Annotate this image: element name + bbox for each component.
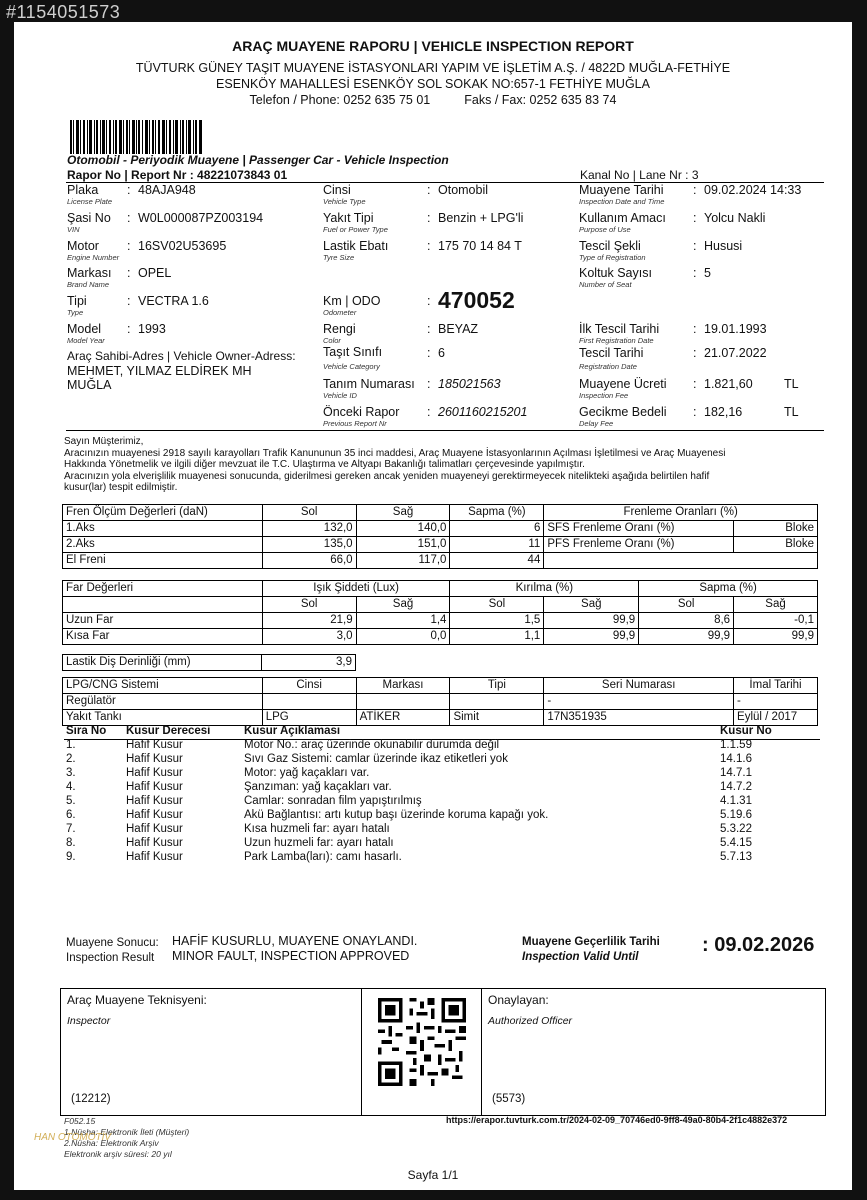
cell: 117,0: [356, 553, 450, 569]
inspector-box: [61, 989, 361, 1115]
notice-line: Aracınızın muayenesi 2918 sayılı karayolları Trafik Kanununun 35 inci maddesi, Araç Muayene İstasyonlarının Açılması İşletilmesi ve Araç Muayenesi: [64, 447, 726, 459]
headlight-table: [62, 580, 818, 645]
fault-header-row: [64, 725, 824, 739]
phone: Telefon / Phone: 0252 635 75 01: [249, 93, 431, 107]
tread-label: Lastik Diş Derinliği (mm): [63, 655, 262, 671]
page-number: Sayfa 1/1: [407, 1168, 459, 1182]
axle-name: 1.Aks: [63, 521, 263, 537]
inspection-date-value: 09.02.2024 14:33: [704, 183, 802, 197]
result-label-en: Inspection Result: [66, 952, 155, 964]
report-number: [67, 168, 287, 182]
cell: Eylül / 2017: [734, 710, 818, 726]
result-label: [66, 936, 159, 966]
cell: 99,9: [639, 629, 734, 645]
lane-label: Kanal No | Lane Nr: [580, 168, 682, 182]
fault-row: 1. Hafif Kusur Motor No.: araç üzerinde okunabilir durumda değil 1.1.59: [66, 739, 752, 751]
previous-report-sublabel: Previous Report Nr: [323, 419, 387, 428]
kind-label: Cinsi: [323, 183, 351, 197]
vin-sublabel: VIN: [67, 225, 80, 234]
previous-report-label: Önceki Rapor: [323, 405, 400, 419]
column-header: Sol: [262, 505, 356, 521]
ratio-value: Bloke: [734, 521, 818, 537]
fault-row: 4. Hafif Kusur Şanzıman: yağ kaçakları var. 14.7.2: [66, 781, 752, 793]
notice-greeting: Sayın Müşterimiz,: [64, 436, 144, 447]
valid-until-label: [522, 935, 660, 965]
cell: 135,0: [262, 537, 356, 553]
table-row: [63, 629, 818, 645]
vehicle-id-value: 185021563: [438, 377, 501, 391]
cell: Simit: [450, 710, 544, 726]
inspector-id: (12212): [71, 1093, 111, 1105]
column-header: Kusur Derecesi: [126, 725, 211, 737]
notice-line: kusur(lar) tespit edilmiştir.: [64, 482, 178, 494]
brand-value: OPEL: [138, 266, 172, 280]
registration-type-label: Tescil Şekli: [579, 239, 641, 253]
column-header: Sapma (%): [450, 505, 544, 521]
cell: LPG: [262, 710, 356, 726]
table-header-row: [63, 678, 818, 694]
tread-value: 3,9: [262, 655, 356, 671]
column-header: Sıra No: [66, 725, 107, 737]
odometer-sublabel: Odometer: [323, 308, 357, 317]
type-value: VECTRA 1.6: [138, 294, 209, 308]
fee-unit: TL: [784, 377, 799, 391]
cell: 151,0: [356, 537, 450, 553]
fuel-value: Benzin + LPG'li: [438, 211, 524, 225]
table-header-row: [63, 581, 818, 597]
cell: [356, 694, 450, 710]
cell: [544, 553, 818, 569]
company-line1: TÜVTURK GÜNEY TAŞIT MUAYENE İSTASYONLARI YAPIM VE İŞLETİM A.Ş. / 4822D MUĞLA-FETHİYE: [135, 61, 731, 75]
column-header: Seri Numarası: [544, 678, 734, 694]
form-code: F052.15: [64, 1116, 96, 1126]
type-sublabel: Type: [67, 308, 84, 317]
report-label: Rapor No | Report Nr :: [67, 168, 194, 182]
first-registration-label: İlk Tescil Tarihi: [579, 322, 660, 336]
registration-date-label: Tescil Tarihi: [579, 346, 644, 360]
category-label: Taşıt Sınıfı: [323, 345, 383, 359]
report-page: ARAÇ MUAYENE RAPORU | VEHICLE INSPECTION REPORT TÜVTURK GÜNEY TAŞIT MUAYENE İSTASYONLARI YAPIM VE İŞLETİM A.Ş. / 4822D MUĞLA-FETHİYE ESENKÖY MAHALLESİ ESENKÖY SOL SOKAK NO:657-1 FETHİYE MUĞLA Telefon / Phone: 0252 635 75 01 Faks / Fax: 0252 635 83 74 Otomobil - Periyodik Muayene | Passenger Car - Vehicle Inspection Rapor No | Report Nr : 48221073843 01 Kanal No | Lane Nr : 3 Plaka License Plate : 48AJA948 Şasi No VIN : W0L000087PZ003194 Motor Engine Number : 16SV02U53695 Markası Brand Name : OPEL Tipi Type : VECTRA 1.6 Model Model Year : 1993 Araç Sahibi-Adres | Vehicle Owner-Adress: MEHMET, YILMAZ ELDİREK MH MUĞLA Cinsi Vehicle Type : Otomobil Yakıt Tipi Fuel or Power Type : Benzin + LPG'li Lastik Ebatı Tyre Size : 175 70 14 84 T Km | ODO Odometer : 470052 Rengi Color : BEYAZ Taşıt Sınıfı Vehicle Category : 6 Tanım Numarası Vehicle ID : 185021563 Önceki Rapor Previous Report Nr : 2601160215201 Muayene Tarihi Inspection Date and Time : 09.02.2024 14:33 Kullanım Amacı Purpose of Use : Yolcu Nakli Tescil Şekli Type of Registration : Hususi Koltuk Sayısı Number of Seat : 5 İlk Tescil Tarihi First Registration Date : 19.01.1993 Tescil Tarihi Registration Date : 21.07.2022 Muayene Ücreti Inspection Fee : 1.821,60 TL Gecikme Bedeli Delay Fee : 182,16 TL Sayın Müşterimiz, Aracınızın muayenesi 2918 sayılı karayolları Trafik Kanununun 35 inci maddesi, Araç Muayene İstasyonlarının Açılması İşletilmesi ve Araç Muayenesi Hakkında Yönetmelik ve ilgili diğer mevzuat ile T.C. Ulaştırma ve Altyapı Bakanlığı talimatları çerçevesinde yapılmıştır. Aracınızın yola elverişlilik muayenesi sonucunda, giderilmesi gereken ancak yeniden muayeneyi gerektirmeyecek nitelikteki aşağıda belirtilen hafif kusur(lar) tespit edilmiştir. Fren Ölçüm Değerleri (daN) Sol Sağ Sapma (%) Frenleme Oranları (%) 1.Aks 132,0 140,0 6 SFS Frenleme Oranı (%) Bloke 2.Aks 135,0 151,0 11 PFS Frenleme Oranı (%) Bloke El Freni 66,0 117,0 44 Far Değerleri Işık Şiddeti (Lux) Kırılma (%) Sapma (%) Sol Sağ Sol Sağ Sol Sağ Uzun Far 21,9 1,4 1,5 99,9 8,6 -0,1 Kısa Far 3,0 0,0 1,1 99,9 99,9 99,9 Lastik Diş Derinliği (mm) 3,9 LPG/CNG Sistemi Cinsi Markası Tipi Seri Numarası İmal Tarihi Regülatör - - Yakıt Tankı LPG ATİKER Simit 17N351935 Eylül / 2017 Sıra No Kusur Derecesi Kusur Açıklaması Kusur No 1. Hafif Kusur Motor No.: araç üzerinde okunabilir durumda değil 1.1.59 2. Hafif Kusur Sıvı Gaz Sistemi: camlar üzerinde ikaz etiketleri yok 14.1.6 3. Hafif Kusur Motor: yağ kaçakları var. 14.7.1 4. Hafif Kusur Şanzıman: yağ kaçakları var. 14.7.2 5. Hafif Kusur Camlar: sonradan film yapıştırılmış 4.1.31 6. Hafif Kusur Akü Bağlantısı: artı kutup başı üzerinde koruma kapağı yok. 5.19.6 7. Hafif Kusur Kısa huzmeli far: ayarı hatalı 5.3.22 8. Hafif Kusur Uzun huzmeli far: ayarı hatalı 5.4.15 9. Hafif Kusur Park Lamba(ları): camı hasarlı. 5.7.13 Muayene Sonucu: Inspection Result HAFİF KUSURLU, MUAYENE ONAYLANDI. MINOR FAULT, INSPECTION APPROVED Muayene Geçerlilik Tarihi Inspection Valid Until : 09.02.2026 Araç Muayene Teknisyeni: Inspector (12212) Onaylayan: Authorized Officer (5573) https://erapor.tuvturk.com.tr/2024-02-09_70746ed0-9ff8-49a0-80b4-2f1c4882e372 F052.15 1.Nüsha: Elektronik İleti (Müşteri) 2.Nüsha: Elektronik Arşiv Elektronik arşiv süresi: 20 yıl HAN OTOMOTİV Sayfa 1/1: [14, 22, 852, 1190]
cell: -: [544, 694, 734, 710]
inspector-sublabel: Inspector: [67, 1015, 111, 1027]
tyre-sublabel: Tyre Size: [323, 253, 355, 262]
cell: 3,0: [262, 629, 356, 645]
category-value: 6: [438, 346, 445, 360]
color-label: Rengi: [323, 322, 356, 336]
component-name: Yakıt Tankı: [63, 710, 263, 726]
plate-label: Plaka: [67, 183, 99, 197]
vin-value: W0L000087PZ003194: [138, 211, 264, 225]
company-info: [14, 60, 852, 108]
plate-value: 48AJA948: [138, 183, 196, 197]
engine-label: Motor: [67, 239, 99, 253]
column-header: Frenleme Oranları (%): [544, 505, 818, 521]
tyre-label: Lastik Ebatı: [323, 239, 389, 253]
report-value: 48221073843 01: [197, 168, 288, 182]
column-header: Sağ: [356, 505, 450, 521]
registration-date-sublabel: Registration Date: [579, 362, 637, 371]
copy-note: 2.Nüsha: Elektronik Arşiv: [64, 1138, 159, 1148]
column-header: Markası: [356, 678, 450, 694]
column-header: Kusur Açıklaması: [244, 725, 341, 737]
column-header: Tipi: [450, 678, 544, 694]
valid-label-en: Inspection Valid Until: [522, 951, 639, 963]
delay-fee-unit: TL: [784, 405, 799, 419]
seats-value: 5: [704, 266, 711, 280]
cell: 17N351935: [544, 710, 734, 726]
table-header-row: [63, 505, 818, 521]
officer-box: [481, 989, 826, 1115]
owner-label: Araç Sahibi-Adres | Vehicle Owner-Adress:: [67, 349, 296, 363]
odometer-value: 470052: [438, 287, 515, 313]
barcode: [70, 120, 202, 154]
seats-sublabel: Number of Seat: [579, 280, 632, 289]
result-value: [172, 934, 417, 964]
table-row: [63, 553, 818, 569]
cell: 6: [450, 521, 544, 537]
column-subheader: Sol: [262, 597, 356, 613]
tyre-value: 175 70 14 84 T: [438, 239, 522, 253]
customer-notice: [64, 436, 814, 494]
previous-report-value: 2601160215201: [438, 405, 528, 419]
owner-city: MUĞLA: [67, 378, 112, 392]
seats-label: Koltuk Sayısı: [579, 266, 652, 280]
ratio-value: Bloke: [734, 537, 818, 553]
notice-line: Aracınızın yola elverişlilik muayenesi sonucunda, giderilmesi gereken ancak yeniden muayeneyi gerektirmeyecek nitelikteki aşağıda belirtilen hafif: [64, 470, 710, 482]
brand-label: Markası: [67, 266, 112, 280]
ratio-label: PFS Frenleme Oranı (%): [544, 537, 734, 553]
divider: [66, 430, 824, 431]
officer-label: Onaylayan:: [488, 993, 549, 1007]
tread-depth-table: [62, 654, 356, 671]
color-value: BEYAZ: [438, 322, 479, 336]
table-row: [63, 710, 818, 726]
axle-name: 2.Aks: [63, 537, 263, 553]
ratio-label: SFS Frenleme Oranı (%): [544, 521, 734, 537]
brand-sublabel: Brand Name: [67, 280, 110, 289]
table-row: [63, 521, 818, 537]
company-line2: ESENKÖY MAHALLESİ ESENKÖY SOL SOKAK NO:657-1 FETHİYE MUĞLA: [216, 77, 650, 91]
color-sublabel: Color: [323, 336, 341, 345]
category-sublabel: Vehicle Category: [323, 362, 380, 371]
vehicle-id-sublabel: Vehicle ID: [323, 391, 357, 400]
column-subheader: Sol: [639, 597, 734, 613]
column-header: İmal Tarihi: [734, 678, 818, 694]
brake-table: [62, 504, 818, 569]
delay-fee-label: Gecikme Bedeli: [579, 405, 667, 419]
table-row: [63, 613, 818, 629]
registration-type-value: Hususi: [704, 239, 743, 253]
purpose-value: Yolcu Nakli: [704, 211, 766, 225]
valid-date-value: 09.02.2026: [714, 934, 815, 956]
valid-label-tr: Muayene Geçerlilik Tarihi: [522, 936, 660, 948]
column-header: Kırılma (%): [450, 581, 639, 597]
inspector-label: Araç Muayene Teknisyeni:: [67, 993, 207, 1007]
engine-sublabel: Engine Number: [67, 253, 120, 262]
fault-row: 5. Hafif Kusur Camlar: sonradan film yapıştırılmış 4.1.31: [66, 795, 752, 807]
purpose-label: Kullanım Amacı: [579, 211, 666, 225]
column-header: Far Değerleri: [63, 581, 263, 597]
cell: -: [734, 694, 818, 710]
inspection-date-label: Muayene Tarihi: [579, 183, 664, 197]
cell: 99,9: [734, 629, 818, 645]
table-row: [63, 694, 818, 710]
vehicle-id-label: Tanım Numarası: [323, 377, 415, 391]
first-registration-value: 19.01.1993: [704, 322, 767, 336]
cell: 21,9: [262, 613, 356, 629]
fuel-sublabel: Fuel or Power Type: [323, 225, 388, 234]
fault-list: [64, 725, 824, 865]
fault-row: 3. Hafif Kusur Motor: yağ kaçakları var. 14.7.1: [66, 767, 752, 779]
table-row: [63, 537, 818, 553]
column-header: LPG/CNG Sistemi: [63, 678, 263, 694]
cell: 1,4: [356, 613, 450, 629]
kind-sublabel: Vehicle Type: [323, 197, 366, 206]
watermark-id: #1154051573: [6, 2, 121, 22]
cell: 140,0: [356, 521, 450, 537]
fuel-label: Yakıt Tipi: [323, 211, 374, 225]
qr-code-icon: [378, 998, 466, 1086]
type-label: Tipi: [67, 294, 87, 308]
kind-value: Otomobil: [438, 183, 489, 197]
delay-fee-sublabel: Delay Fee: [579, 419, 614, 428]
contact-line: [14, 92, 852, 108]
fault-row: 7. Hafif Kusur Kısa huzmeli far: ayarı hatalı 5.3.22: [66, 823, 752, 835]
registration-date-value: 21.07.2022: [704, 346, 767, 360]
cell: 1,1: [450, 629, 544, 645]
column-subheader: Sağ: [544, 597, 639, 613]
model-sublabel: Model Year: [67, 336, 105, 345]
fee-label: Muayene Ücreti: [579, 377, 667, 391]
fault-row: 8. Hafif Kusur Uzun huzmeli far: ayarı hatalı 5.4.15: [66, 837, 752, 849]
light-name: Kısa Far: [63, 629, 263, 645]
model-value: 1993: [138, 322, 166, 336]
lane-value: 3: [691, 168, 699, 182]
lane-number: Kanal No | Lane Nr : 3: [580, 168, 699, 182]
engine-value: 16SV02U53695: [138, 239, 227, 253]
officer-id: (5573): [492, 1093, 526, 1105]
fault-row: 6. Hafif Kusur Akü Bağlantısı: artı kutup başı üzerinde koruma kapağı yok. 5.19.6: [66, 809, 752, 821]
registration-type-sublabel: Type of Registration: [579, 253, 646, 262]
fault-row: 2. Hafif Kusur Sıvı Gaz Sistemi: camlar üzerinde ikaz etiketleri yok 14.1.6: [66, 753, 752, 765]
cell: [63, 597, 263, 613]
dealer-watermark-logo: HAN OTOMOTİV: [34, 1132, 112, 1143]
report-url[interactable]: https://erapor.tuvturk.com.tr/2024-02-09_70746ed0-9ff8-49a0-80b4-2f1c4882e372: [446, 1115, 788, 1125]
column-header: Cinsi: [262, 678, 356, 694]
officer-sublabel: Authorized Officer: [488, 1015, 573, 1027]
cell: 99,9: [544, 613, 639, 629]
plate-sublabel: License Plate: [67, 197, 113, 206]
delay-fee-value: 182,16: [704, 405, 743, 419]
divider: [361, 989, 362, 1115]
cell: 44: [450, 553, 544, 569]
axle-name: El Freni: [63, 553, 263, 569]
fee-sublabel: Inspection Fee: [579, 391, 629, 400]
cell: 11: [450, 537, 544, 553]
result-value-en: MINOR FAULT, INSPECTION APPROVED: [172, 949, 410, 963]
component-name: Regülatör: [63, 694, 263, 710]
result-label-tr: Muayene Sonucu:: [66, 937, 159, 949]
notice-line: Hakkında Yönetmelik ve ilgili diğer mevzuat ile T.C. Ulaştırma ve Altyapı Bakanlığı talimatları çerçevesinde yapılmıştır.: [64, 459, 585, 471]
cell: -0,1: [734, 613, 818, 629]
cell: ATİKER: [356, 710, 450, 726]
column-header: Kusur No: [720, 725, 772, 737]
fax: Faks / Fax: 0252 635 83 74: [464, 93, 617, 107]
inspection-subtitle: Otomobil - Periyodik Muayene | Passenger Car - Vehicle Inspection: [67, 153, 449, 167]
archive-note: Elektronik arşiv süresi: 20 yıl: [64, 1149, 172, 1159]
column-subheader: Sağ: [356, 597, 450, 613]
column-subheader: Sol: [450, 597, 544, 613]
cell: 0,0: [356, 629, 450, 645]
column-header: Sapma (%): [639, 581, 818, 597]
cell: 99,9: [544, 629, 639, 645]
cell: 1,5: [450, 613, 544, 629]
column-subheader: Sağ: [734, 597, 818, 613]
valid-until-date: : 09.02.2026: [702, 934, 815, 956]
vin-label: Şasi No: [67, 211, 111, 225]
fee-value: 1.821,60: [704, 377, 753, 391]
fault-row: 9. Hafif Kusur Park Lamba(ları): camı hasarlı. 5.7.13: [66, 851, 752, 863]
inspection-date-sublabel: Inspection Date and Time: [579, 197, 665, 206]
table-subheader-row: [63, 597, 818, 613]
odometer-label: Km | ODO: [323, 294, 381, 308]
column-header: Işık Şiddeti (Lux): [262, 581, 450, 597]
cell: 8,6: [639, 613, 734, 629]
column-header: Fren Ölçüm Değerleri (daN): [63, 505, 263, 521]
table-row: [63, 655, 356, 671]
owner-name: MEHMET, YILMAZ ELDİREK MH: [67, 364, 252, 378]
first-registration-sublabel: First Registration Date: [579, 336, 654, 345]
cell: [262, 694, 356, 710]
report-title: ARAÇ MUAYENE RAPORU | VEHICLE INSPECTION REPORT: [232, 38, 634, 54]
cell: [450, 694, 544, 710]
cell: 66,0: [262, 553, 356, 569]
light-name: Uzun Far: [63, 613, 263, 629]
copy-note: 1.Nüsha: Elektronik İleti (Müşteri): [64, 1127, 190, 1137]
purpose-sublabel: Purpose of Use: [579, 225, 631, 234]
lpg-system-table: [62, 677, 818, 726]
model-label: Model: [67, 322, 102, 336]
result-value-tr: HAFİF KUSURLU, MUAYENE ONAYLANDI.: [172, 934, 418, 948]
cell: 132,0: [262, 521, 356, 537]
